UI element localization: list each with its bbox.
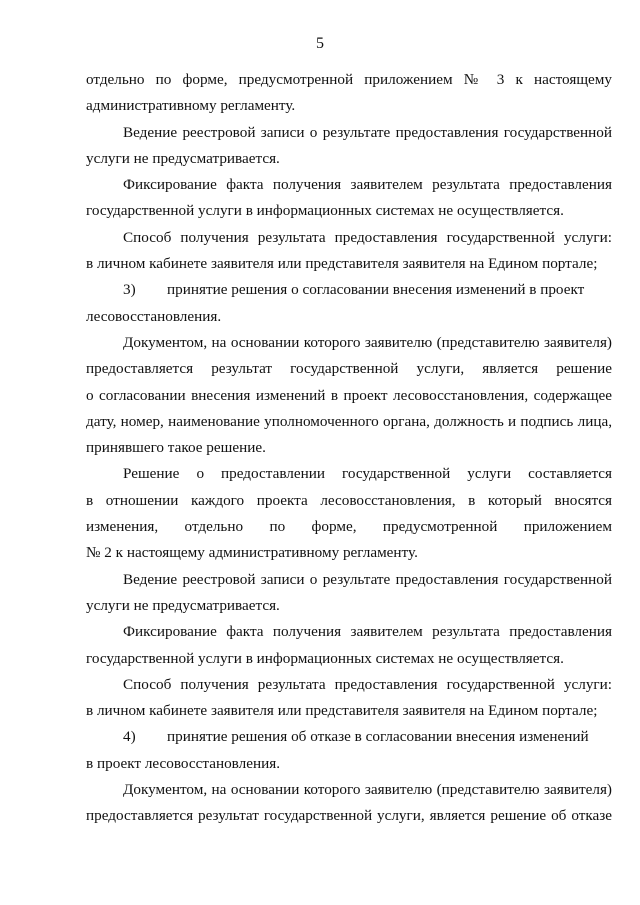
text-line: Ведение реестровой записи о результате предоставления государственной — [123, 570, 612, 588]
list-item-text: принятие решения о согласовании внесения изменений в проект — [167, 281, 585, 299]
text-line — [86, 724, 612, 750]
text-line: государственной услуги в информационных системах не осуществляется. — [86, 202, 564, 220]
text-line: административному регламенту. — [86, 97, 296, 115]
text-line: предоставляется результат государственной услуги, является решение об отказе — [86, 807, 612, 825]
text-line: государственной услуги в информационных системах не осуществляется. — [86, 649, 564, 667]
text-line: услуги не предусматривается. — [86, 596, 280, 614]
list-item-text: принятие решения об отказе в согласовании внесения изменений — [167, 728, 589, 746]
text-line: о согласовании внесения изменений в проект лесовосстановления, содержащее — [86, 386, 612, 404]
list-item-number: 4) — [123, 728, 136, 746]
paragraph — [86, 672, 612, 725]
text-line: принявшего такое решение. — [86, 439, 266, 457]
text-line: Документом, на основании которого заявителю (представителю заявителя) — [123, 781, 612, 799]
paragraph — [86, 67, 612, 120]
paragraph — [86, 461, 612, 566]
list-item — [86, 724, 612, 777]
text-line: Ведение реестровой записи о результате предоставления государственной — [123, 123, 612, 141]
text-line: в личном кабинете заявителя или представителя заявителя на Едином портале; — [86, 255, 598, 273]
text-line: изменения, отдельно по форме, предусмотренной приложением — [86, 518, 612, 536]
text-line: Решение о предоставлении государственной услуги составляется — [123, 465, 612, 483]
text-line: Фиксирование факта получения заявителем результата предоставления — [123, 176, 612, 194]
list-item — [86, 277, 612, 330]
paragraph — [86, 567, 612, 620]
paragraph — [86, 330, 612, 461]
paragraph — [86, 619, 612, 672]
text-line: отдельно по форме, предусмотренной приложением № 3 к настоящему — [86, 71, 612, 88]
text-line: Способ получения результата предоставления государственной услуги: — [123, 228, 612, 246]
text-line: Документом, на основании которого заявителю (представителю заявителя) — [123, 333, 612, 351]
list-item-number: 3) — [123, 281, 136, 299]
paragraph — [86, 225, 612, 278]
text-line: дату, номер, наименование уполномоченного органа, должность и подпись лица, — [86, 412, 612, 430]
paragraph — [86, 777, 612, 830]
document-body — [86, 67, 612, 830]
text-line: Способ получения результата предоставления государственной услуги: — [123, 675, 612, 693]
text-line: № 2 к настоящему административному регламенту. — [86, 544, 418, 562]
text-line: в отношении каждого проекта лесовосстановления, в который вносятся — [86, 491, 612, 509]
text-line: лесовосстановления. — [86, 307, 222, 325]
text-line: в проект лесовосстановления. — [86, 754, 280, 772]
text-line: услуги не предусматривается. — [86, 149, 280, 167]
paragraph — [86, 120, 612, 173]
paragraph — [86, 172, 612, 225]
text-line — [86, 277, 612, 303]
text-line: в личном кабинете заявителя или представителя заявителя на Едином портале; — [86, 702, 598, 720]
text-line: Фиксирование факта получения заявителем результата предоставления — [123, 623, 612, 641]
page-number: 5 — [316, 35, 324, 52]
text-line: предоставляется результат государственной услуги, является решение — [86, 360, 612, 378]
